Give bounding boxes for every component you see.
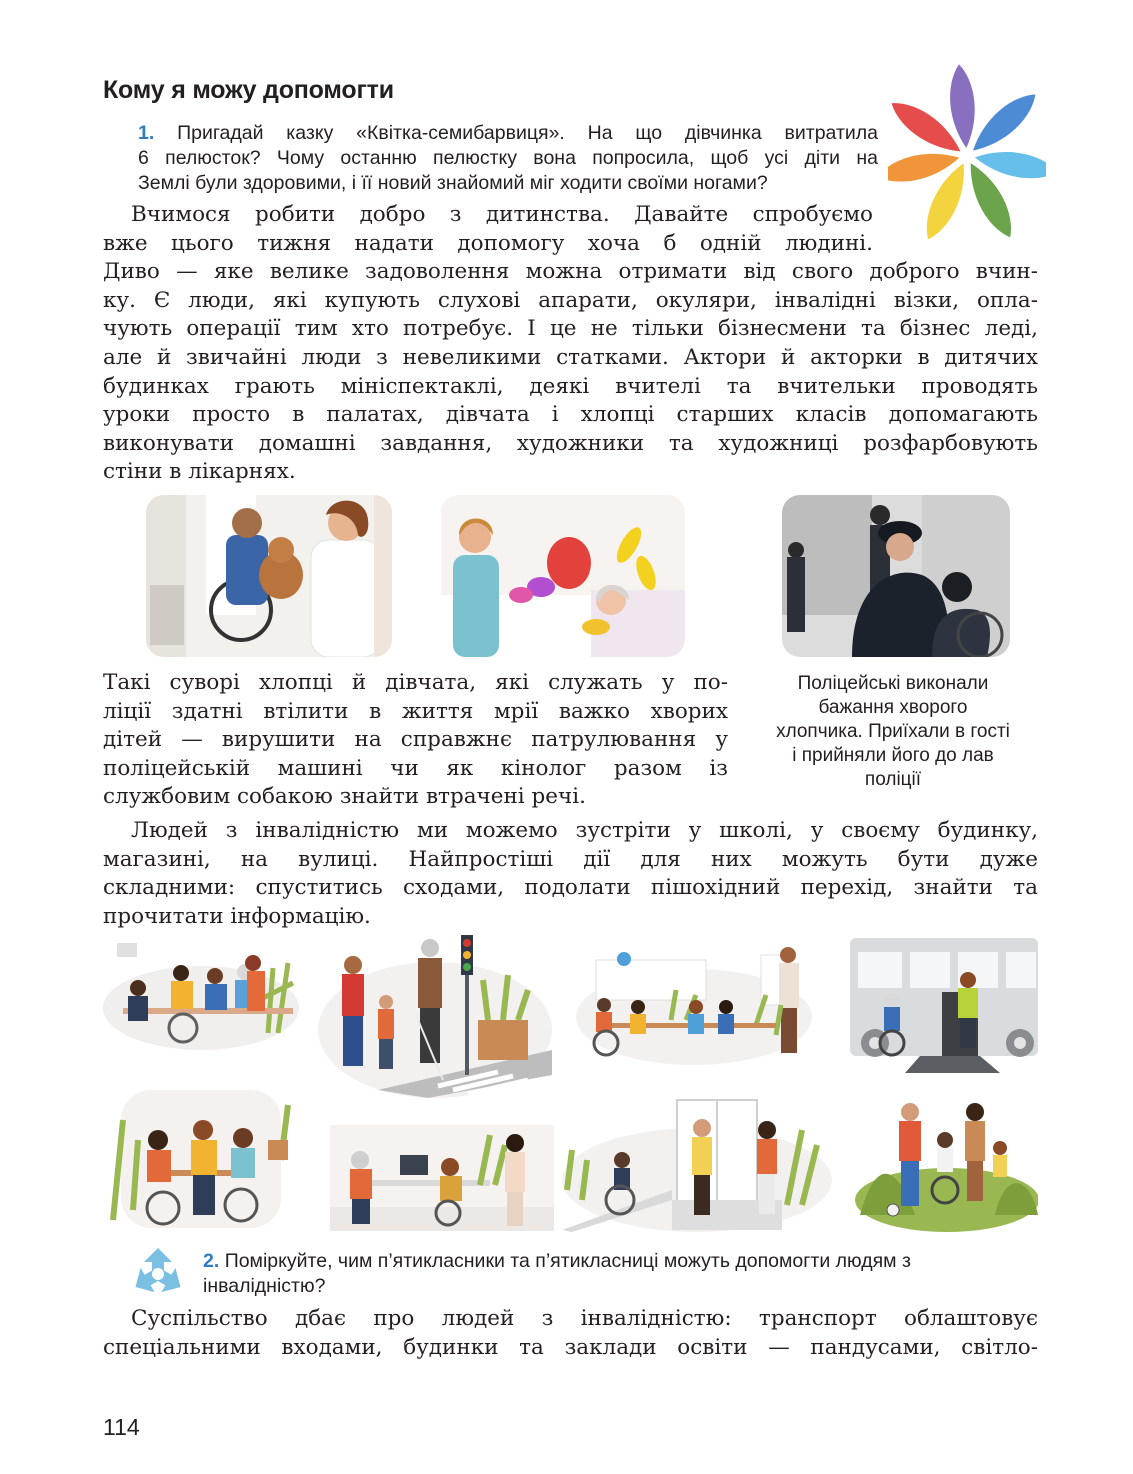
- illustration-office-desk: [330, 1125, 554, 1231]
- caption-line: і прийняли його до лав: [792, 745, 994, 766]
- paragraph-line: будинках грають мініспектаклі, деякі вчителі та вчительки проводять: [103, 373, 1038, 399]
- paragraph-line: Людей з інвалідністю ми можемо зустріти у школі, у своєму будинку,: [131, 818, 1038, 843]
- photo-nurse-boy-wheelchair: [146, 495, 392, 657]
- paragraph-line: чують операції тим хто потребує. І це не тільки бізнесмени та бізнес леді,: [103, 316, 1038, 342]
- page-number: 114: [103, 1414, 140, 1440]
- paragraph-line: складними: спуститись сходами, подолати пішохідний перехід, знайти та: [103, 875, 1038, 901]
- paragraph-police: [103, 669, 728, 812]
- caption-line: Поліцейські виконали: [797, 673, 989, 694]
- illustration-park-family: [855, 1090, 1038, 1232]
- paragraph-line: вже цього тижня надати допомогу хоча б одній людині.: [103, 230, 873, 256]
- task-1-number: 1.: [138, 122, 155, 144]
- caption-line: хлопчика. Приїхали в гості: [776, 721, 1010, 742]
- paragraph-line: Суспільство дбає про людей з інвалідністю: транспорт облаштовує: [131, 1306, 1038, 1331]
- paragraph-disability: [103, 817, 1038, 931]
- photo-caption: [752, 672, 1034, 792]
- paragraph-line: спеціальними входами, будинки та заклади освіти — пандусами, світло-: [103, 1334, 1038, 1360]
- task-2-number: 2.: [203, 1250, 220, 1272]
- task-1-line: Пригадай казку «Квітка-семибарвиця». На що дівчинка витратила: [177, 122, 879, 144]
- paragraph-line: ліції здатні втілити в життя мрії важко хворих: [103, 698, 728, 724]
- illustration-office-wheelchair: [103, 938, 299, 1050]
- paragraph-good-deeds: [103, 201, 1038, 487]
- paragraph-line: ку. Є люди, які купують слухові апарати, окуляри, інвалідні візки, опла-: [103, 287, 1038, 313]
- photo-nurse-balloons: [441, 495, 685, 657]
- recycle-arrows-icon: [128, 1244, 188, 1304]
- paragraph-line: Вчимося робити добро з дитинства. Давайте спробуємо: [131, 202, 873, 227]
- task-2-line: інвалідністю?: [203, 1275, 326, 1297]
- illustration-pedestrian-crossing: [318, 930, 552, 1098]
- paragraph-line: поліцейській машині чи як кінолог разом із: [103, 755, 728, 781]
- paragraph-line: уроки просто в палатах, дівчата і хлопці старших класів допомагають: [103, 402, 1038, 428]
- paragraph-line: стіни в лікарнях.: [103, 459, 296, 485]
- paragraph-line: дітей — вирушити на справжнє патрулювання у: [103, 727, 728, 753]
- paragraph-line: прочитати інформацію.: [103, 903, 371, 929]
- paragraph-line: виконувати домашні завдання, художники та художниці розфарбовують: [103, 430, 1038, 456]
- section-heading: Кому я можу допомогти: [103, 76, 394, 104]
- photo-police-officers-boy: [782, 495, 1010, 657]
- caption-line: бажання хворого: [818, 697, 968, 718]
- paragraph-line: магазині, на вулиці. Найпростіші дії для них можуть бути дуже: [103, 846, 1038, 872]
- paragraph-society: [103, 1305, 1038, 1362]
- paragraph-line: службовим собакою знайти втрачені речі.: [103, 784, 586, 810]
- caption-line: поліції: [864, 769, 922, 790]
- task-2-line: Поміркуйте, чим п’ятикласники та п’ятикласниці можуть допомогти людям з: [224, 1250, 911, 1272]
- task-1: [138, 121, 878, 196]
- illustration-cafe-wheelchair: [103, 1090, 299, 1232]
- task-1-line: 6 пелюсток? Чому останню пелюстку вона попросила, щоб усі діти на: [138, 147, 878, 169]
- illustration-bus-ramp: [850, 938, 1038, 1078]
- illustration-classroom: [576, 945, 812, 1065]
- task-2: [203, 1249, 1043, 1299]
- task-1-line: Землі були здоровими, і її новий знайомий міг ходити своїми ногами?: [138, 172, 768, 194]
- paragraph-line: Такі суворі хлопці й дівчата, які служать у по-: [103, 670, 728, 695]
- paragraph-line: але й звичайні люди з невеликими статками. Актори й акторки в дитячих: [103, 344, 1038, 370]
- illustration-building-entrance: [562, 1090, 832, 1232]
- paragraph-line: Диво — яке велике задоволення можна отримати від свого доброго вчин-: [103, 259, 1038, 285]
